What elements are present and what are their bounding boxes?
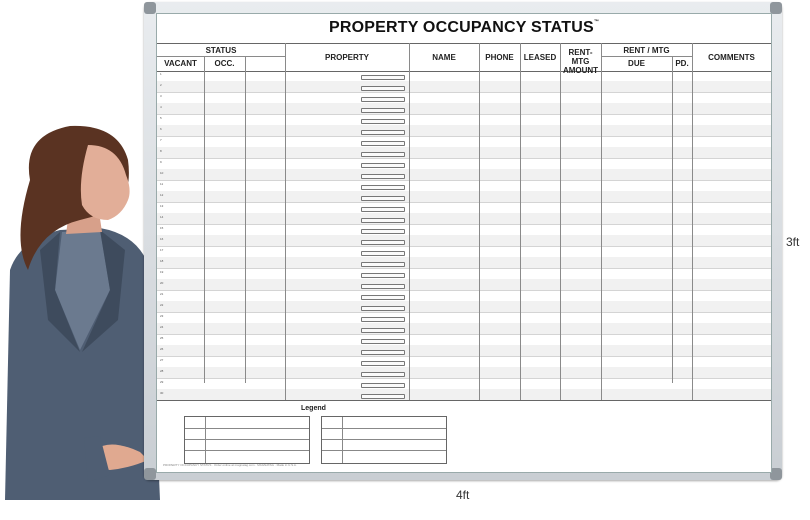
- property-magnet-slot: [361, 240, 405, 245]
- property-magnet-slot: [361, 372, 405, 377]
- property-magnet-slot: [361, 394, 405, 399]
- row-number: 29: [160, 380, 164, 384]
- row-number: 26: [160, 347, 164, 351]
- header-status: STATUS: [205, 46, 237, 55]
- legend-box-left: [184, 416, 310, 464]
- row-number: 27: [160, 358, 164, 362]
- row-number: 5: [160, 116, 162, 120]
- row-number: 3: [160, 94, 162, 98]
- property-magnet-slot: [361, 97, 405, 102]
- property-magnet-slot: [361, 108, 405, 113]
- property-magnet-slot: [361, 383, 405, 388]
- row-number: 7: [160, 138, 162, 142]
- row-number: 20: [160, 281, 164, 285]
- header-property: PROPERTY: [324, 53, 369, 62]
- row-number: 25: [160, 336, 164, 340]
- property-magnet-slot: [361, 130, 405, 135]
- row-number: 16: [160, 237, 164, 241]
- property-magnet-slot: [361, 251, 405, 256]
- property-magnet-slot: [361, 185, 405, 190]
- property-magnet-slot: [361, 295, 405, 300]
- row-number: 28: [160, 369, 164, 373]
- row-number: 11: [160, 182, 164, 186]
- frame-corner: [144, 468, 156, 480]
- property-magnet-slot: [361, 141, 405, 146]
- board-title: PROPERTY OCCUPANCY STATUS™: [328, 19, 600, 36]
- grid-line: [479, 43, 480, 400]
- row-number: 13: [160, 204, 164, 208]
- grid-line: [560, 43, 561, 400]
- header-phone: PHONE: [485, 53, 514, 62]
- row-number: 2: [160, 83, 162, 87]
- grid-line: [692, 43, 693, 400]
- woman-presenter-image: [0, 120, 165, 500]
- legend-box-right: [321, 416, 447, 464]
- row-number: 24: [160, 325, 164, 329]
- fine-print: PROPERTY OCCUPANCY STATUS · Order online at magnatag.com · MAGNATAG · Made in U.S.A.: [163, 463, 297, 467]
- row-number: 23: [160, 314, 164, 318]
- grid-line: [409, 43, 410, 400]
- grid-line: [672, 56, 673, 383]
- property-magnet-slot: [361, 273, 405, 278]
- grid-line: [245, 56, 246, 383]
- row-number: 9: [160, 160, 162, 164]
- grid-line: [285, 43, 286, 400]
- property-magnet-slot: [361, 306, 405, 311]
- row-number: 14: [160, 215, 164, 219]
- header-due: DUE: [628, 59, 645, 68]
- row-number: 10: [160, 171, 164, 175]
- property-magnet-slot: [361, 196, 405, 201]
- row-number: 22: [160, 303, 164, 307]
- property-magnet-slot: [361, 163, 405, 168]
- width-dimension-label: 4ft: [456, 488, 470, 502]
- header-leased: LEASED: [523, 53, 557, 62]
- property-magnet-slot: [361, 317, 405, 322]
- property-magnet-slot: [361, 152, 405, 157]
- row-number: 17: [160, 248, 164, 252]
- legend-title: Legend: [301, 405, 326, 412]
- header-rent-mtg: RENT / MTG: [623, 46, 670, 55]
- property-magnet-slot: [361, 328, 405, 333]
- row-number: 15: [160, 226, 164, 230]
- property-magnet-slot: [361, 262, 405, 267]
- property-magnet-slot: [361, 229, 405, 234]
- header-vacant: VACANT: [164, 59, 197, 68]
- row-number: 4: [160, 105, 162, 109]
- row-number: 8: [160, 149, 162, 153]
- header-occ: OCC.: [214, 59, 235, 68]
- property-magnet-slot: [361, 86, 405, 91]
- property-magnet-slot: [361, 218, 405, 223]
- row-number: 19: [160, 270, 164, 274]
- property-magnet-slot: [361, 350, 405, 355]
- property-magnet-slot: [361, 284, 405, 289]
- property-magnet-slot: [361, 119, 405, 124]
- property-magnet-slot: [361, 75, 405, 80]
- row-number: 30: [160, 391, 164, 395]
- header-pd: PD.: [675, 59, 689, 68]
- height-dimension-label: 3ft: [786, 235, 800, 249]
- property-magnet-slot: [361, 339, 405, 344]
- frame-corner: [144, 2, 156, 14]
- row-number: 21: [160, 292, 164, 296]
- grid-line: [520, 43, 521, 400]
- property-magnet-slot: [361, 361, 405, 366]
- grid-line: [601, 43, 602, 400]
- column-header-row: [157, 43, 771, 75]
- header-comments: COMMENTS: [708, 53, 755, 62]
- header-rent-mtg-amount: RENT-MTG AMOUNT: [562, 48, 599, 75]
- row-number: 12: [160, 193, 164, 197]
- grid-line: [204, 56, 205, 383]
- header-name: NAME: [432, 53, 456, 62]
- row-number: 1: [160, 72, 162, 76]
- property-magnet-slot: [361, 207, 405, 212]
- whiteboard: [156, 13, 772, 473]
- property-magnet-slot: [361, 174, 405, 179]
- row-number: 6: [160, 127, 162, 131]
- row-number: 18: [160, 259, 164, 263]
